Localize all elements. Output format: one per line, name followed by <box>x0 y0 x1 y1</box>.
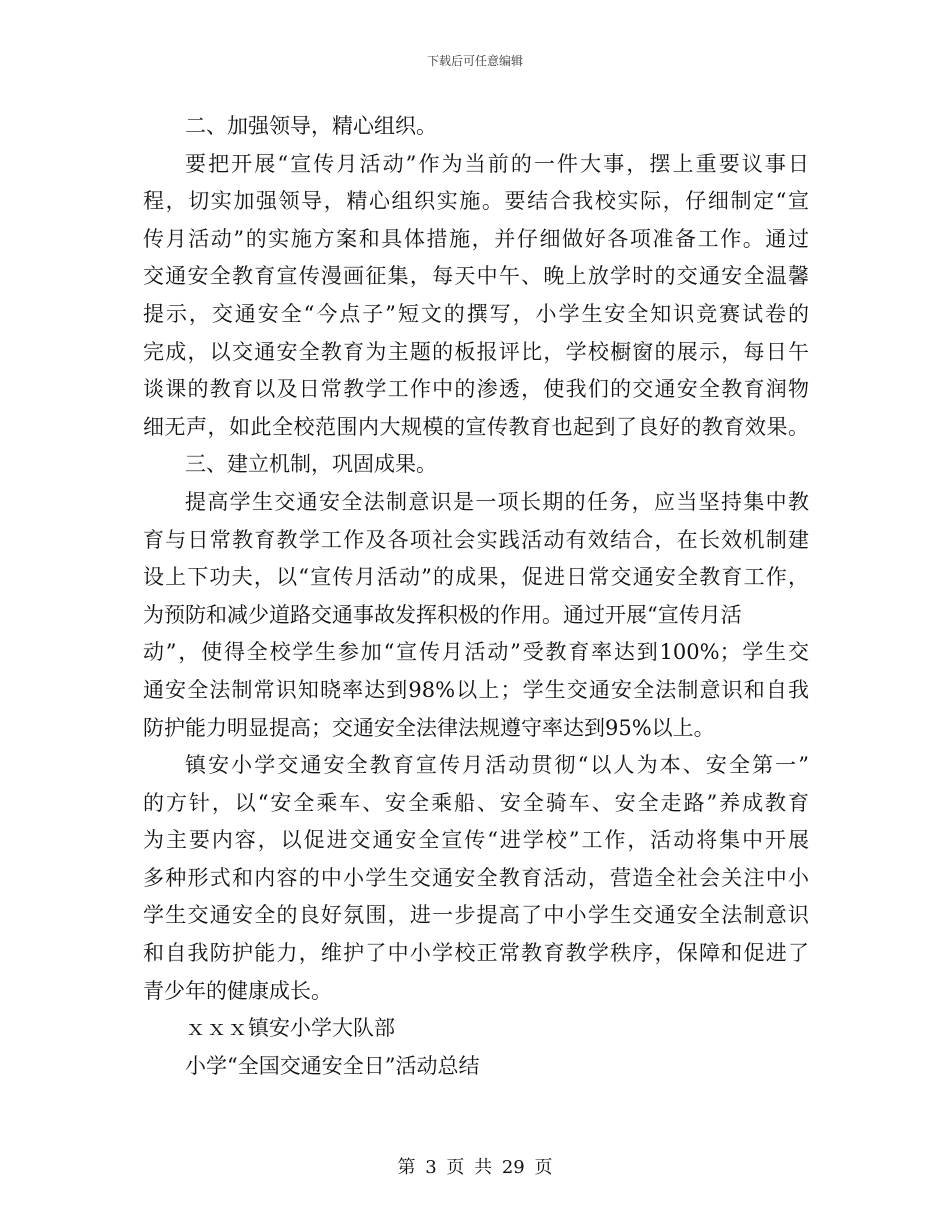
text-line: 传月活动”的实施方案和具体措施，并仔细做好各项准备工作。通过 <box>143 226 809 251</box>
document-body <box>143 108 809 1085</box>
text-line: 小学“全国交通安全日”活动总结 <box>185 1053 480 1078</box>
page-number-footer: 第 3 页 共 29 页 <box>397 1157 553 1178</box>
text-line: 交通安全教育宣传漫画征集，每天中午、晚上放学时的交通安全温馨 <box>143 264 809 289</box>
text-line: 三、建立机制，巩固成果。 <box>185 452 437 477</box>
text-line: 提示，交通安全“今点子”短文的撰写，小学生安全知识竞赛试卷的 <box>143 301 809 326</box>
text-line: 的方针，以“安全乘车、安全乘船、安全骑车、安全走路”养成教育 <box>143 790 809 815</box>
text-line: 育与日常教育教学工作及各项社会实践活动有效结合，在长效机制建 <box>143 527 809 552</box>
text-line: 防护能力明显提高；交通安全法律法规遵守率达到95%以上。 <box>143 715 715 740</box>
text-line: 学生交通安全的良好氛围，进一步提高了中小学生交通安全法制意识 <box>143 903 809 928</box>
text-line: 提高学生交通安全法制意识是一项长期的任务，应当坚持集中教 <box>185 489 809 514</box>
text-line: 程，切实加强领导，精心组织实施。要结合我校实际，仔细制定“宣 <box>143 189 809 214</box>
text-line: 多种形式和内容的中小学生交通安全教育活动，营造全社会关注中小 <box>143 865 809 890</box>
text-line: 通安全法制常识知晓率达到98%以上；学生交通安全法制意识和自我 <box>143 677 809 702</box>
text-line: 细无声，如此全校范围内大规模的宣传教育也起到了良好的教育效果。 <box>143 414 809 439</box>
text-line: 青少年的健康成长。 <box>143 978 332 1003</box>
text-line: 镇安小学交通安全教育宣传月活动贯彻“以人为本、安全第一” <box>185 753 809 778</box>
text-line: 二、加强领导，精心组织。 <box>185 114 437 138</box>
text-line: 完成，以交通安全教育为主题的板报评比，学校橱窗的展示，每日午 <box>143 339 809 364</box>
text-line: 动”，使得全校学生参加“宣传月活动”受教育率达到100%；学生交 <box>143 640 809 665</box>
text-line: 谈课的教育以及日常教学工作中的渗透，使我们的交通安全教育润物 <box>143 377 809 402</box>
text-line: 设上下功夫，以“宣传月活动”的成果，促进日常交通安全教育工作， <box>143 565 809 590</box>
header-note: 下载后可任意编辑 <box>426 54 523 68</box>
text-line: 为预防和减少道路交通事故发挥积极的作用。通过开展“宣传月活 <box>143 602 742 627</box>
text-line: 要把开展“宣传月活动”作为当前的一件大事，摆上重要议事日 <box>185 151 809 176</box>
text-line: ｘｘｘ镇安小学大队部 <box>185 1016 395 1041</box>
text-line: 和自我防护能力，维护了中小学校正常教育教学秩序，保障和促进了 <box>143 941 809 966</box>
text-line: 为主要内容，以促进交通安全宣传“进学校”工作，活动将集中开展 <box>143 828 809 853</box>
